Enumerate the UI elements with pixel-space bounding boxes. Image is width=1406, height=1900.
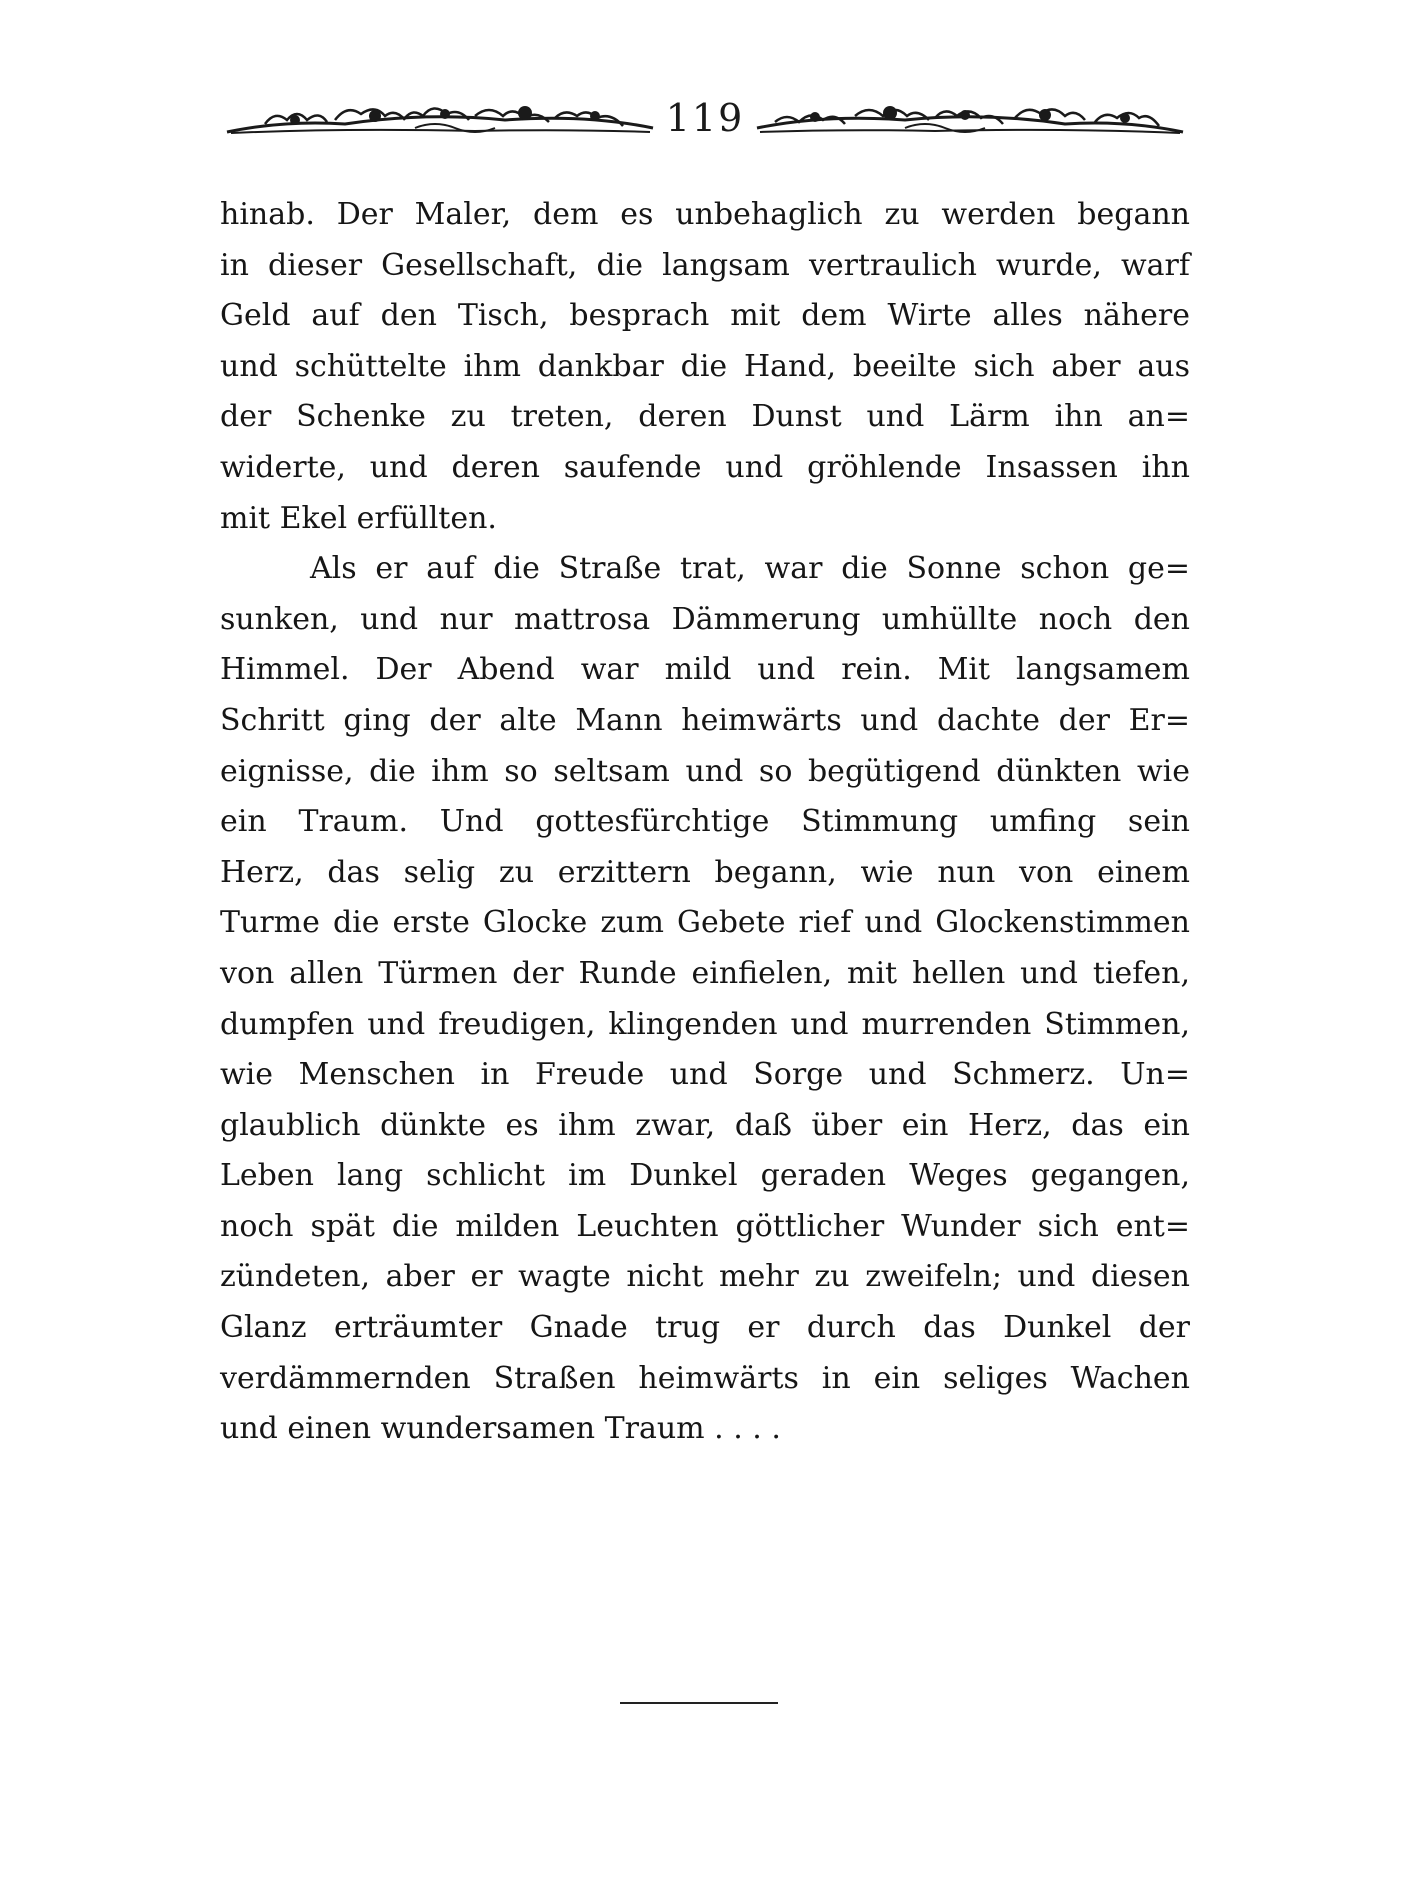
text-line: Herz, das selig zu erzittern begann, wie nun von einem (220, 854, 1190, 890)
text-line: und schüttelte ihm dankbar die Hand, beeilte sich aber aus (220, 348, 1190, 384)
text-line: Turme die erste Glocke zum Gebete rief und Glockenstimmen (220, 905, 1190, 941)
page-header (225, 92, 1185, 152)
text-line: in dieser Gesellschaft, die langsam vertraulich wurde, warf (220, 247, 1190, 283)
text-line: und einen wundersamen Traum . . . . (220, 1411, 781, 1447)
text-line: von allen Türmen der Runde einfielen, mit hellen und tiefen, (220, 955, 1190, 991)
text-line: glaublich dünkte es ihm zwar, daß über ein Herz, das ein (220, 1107, 1190, 1143)
text-line: sunken, und nur mattrosa Dämmerung umhüllte noch den (220, 601, 1190, 637)
text-line: Als er auf die Straße trat, war die Sonne schon ge= (310, 551, 1190, 587)
text-line: zündeten, aber er wagte nicht mehr zu zweifeln; und diesen (220, 1259, 1190, 1295)
text-line: eignisse, die ihm so seltsam und so begütigend dünkten wie (220, 753, 1190, 789)
text-line: ein Traum. Und gottesfürchtige Stimmung umfing sein (220, 804, 1190, 840)
text-line: dumpfen und freudigen, klingenden und murrenden Stimmen, (220, 1006, 1190, 1042)
text-line: Geld auf den Tisch, besprach mit dem Wirte alles nähere (220, 298, 1190, 334)
floral-vine-ornament-icon (755, 98, 1185, 142)
text-line: hinab. Der Maler, dem es unbehaglich zu werden begann (220, 197, 1190, 232)
text-line: Glanz erträumter Gnade trug er durch das Dunkel der (220, 1310, 1190, 1346)
floral-vine-ornament-icon (225, 98, 655, 142)
text-line: mit Ekel erfüllten. (220, 500, 497, 536)
text-line: wie Menschen in Freude und Sorge und Schmerz. Un= (220, 1057, 1190, 1093)
text-line: Leben lang schlicht im Dunkel geraden Weges gegangen, (220, 1158, 1190, 1194)
text-line: Schritt ging der alte Mann heimwärts und dachte der Er= (220, 702, 1190, 738)
text-line: verdämmernden Straßen heimwärts in ein seliges Wachen (220, 1360, 1190, 1396)
text-line: der Schenke zu treten, deren Dunst und Lärm ihn an= (220, 399, 1190, 435)
text-line: widerte, und deren saufende und gröhlende Insassen ihn (220, 449, 1190, 485)
body-text (220, 190, 1190, 1455)
chapter-end-rule (620, 1702, 778, 1704)
text-line: Himmel. Der Abend war mild und rein. Mit langsamem (220, 652, 1190, 688)
text-line: noch spät die milden Leuchten göttlicher Wunder sich ent= (220, 1208, 1190, 1244)
page-number: 119 (665, 96, 745, 140)
